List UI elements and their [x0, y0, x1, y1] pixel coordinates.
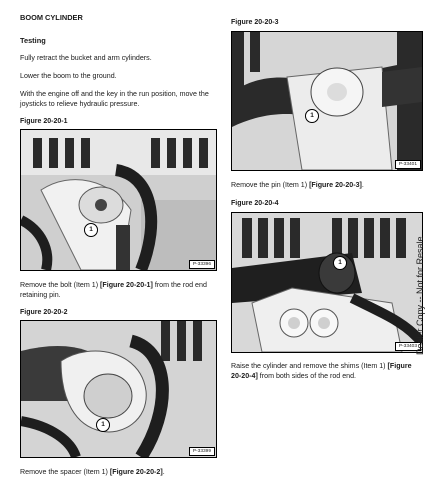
- figure-label-4: Figure 20-20-4: [231, 200, 279, 207]
- subheading-testing: Testing: [20, 36, 46, 45]
- step-retract-cylinders: Fully retract the bucket and arm cylinders.: [20, 54, 152, 62]
- figure-reference: [Figure 20-20-2]: [109, 468, 163, 476]
- figure-reference: [Figure 20-20-4]: [231, 362, 412, 380]
- watermark-dealer-copy: Dealer Copy -- Not for Resale: [415, 236, 425, 355]
- figure-photo-1: [20, 129, 217, 271]
- figure-photo-2: [20, 320, 217, 458]
- step-text: Remove the spacer (Item 1): [20, 468, 110, 476]
- figure-photo-1-image: [21, 130, 216, 270]
- step-text: .: [162, 468, 165, 476]
- step-text: .: [361, 181, 364, 189]
- step-text: Raise the cylinder and remove the shims (Item 1): [231, 362, 388, 370]
- photo-code: P-33403: [395, 342, 421, 351]
- figure-label-3: Figure 20-20-3: [231, 19, 279, 26]
- figure-reference: [Figure 20-20-1]: [100, 281, 153, 289]
- photo-code: P-33399: [189, 447, 215, 456]
- callout-item-1: 1: [305, 109, 319, 123]
- step-text: from the rod end retaining pin.: [20, 281, 207, 299]
- figure-label-1: Figure 20-20-1: [20, 118, 68, 125]
- figure-photo-4: [231, 212, 423, 353]
- figure-photo-4-image: [232, 213, 422, 352]
- figure-photo-3-image: [232, 32, 422, 170]
- callout-item-1: 1: [84, 223, 98, 237]
- figure-photo-2-image: [21, 321, 216, 457]
- step-remove-spacer: [20, 468, 215, 478]
- figure-reference: [Figure 20-20-3]: [309, 181, 362, 189]
- step-text: from both sides of the rod end.: [257, 371, 357, 380]
- callout-item-1: 1: [333, 256, 347, 270]
- photo-code: P-33401: [395, 160, 421, 169]
- photo-code: P-33396: [189, 260, 215, 269]
- figure-photo-3: [231, 31, 423, 171]
- step-remove-bolt: [20, 281, 215, 300]
- callout-item-1: 1: [96, 418, 110, 432]
- step-lower-boom: Lower the boom to the ground.: [20, 72, 117, 80]
- step-text: Remove the pin (Item 1): [231, 181, 310, 189]
- step-remove-pin: [231, 181, 421, 191]
- section-title: BOOM CYLINDER: [20, 13, 83, 22]
- step-relieve-pressure: With the engine off and the key in the run position, move the joysticks to relieve hydraulic pressure.: [20, 90, 209, 108]
- step-text: Remove the bolt (Item 1): [20, 281, 101, 289]
- figure-label-2: Figure 20-20-2: [20, 309, 68, 316]
- step-remove-shims: [231, 362, 421, 381]
